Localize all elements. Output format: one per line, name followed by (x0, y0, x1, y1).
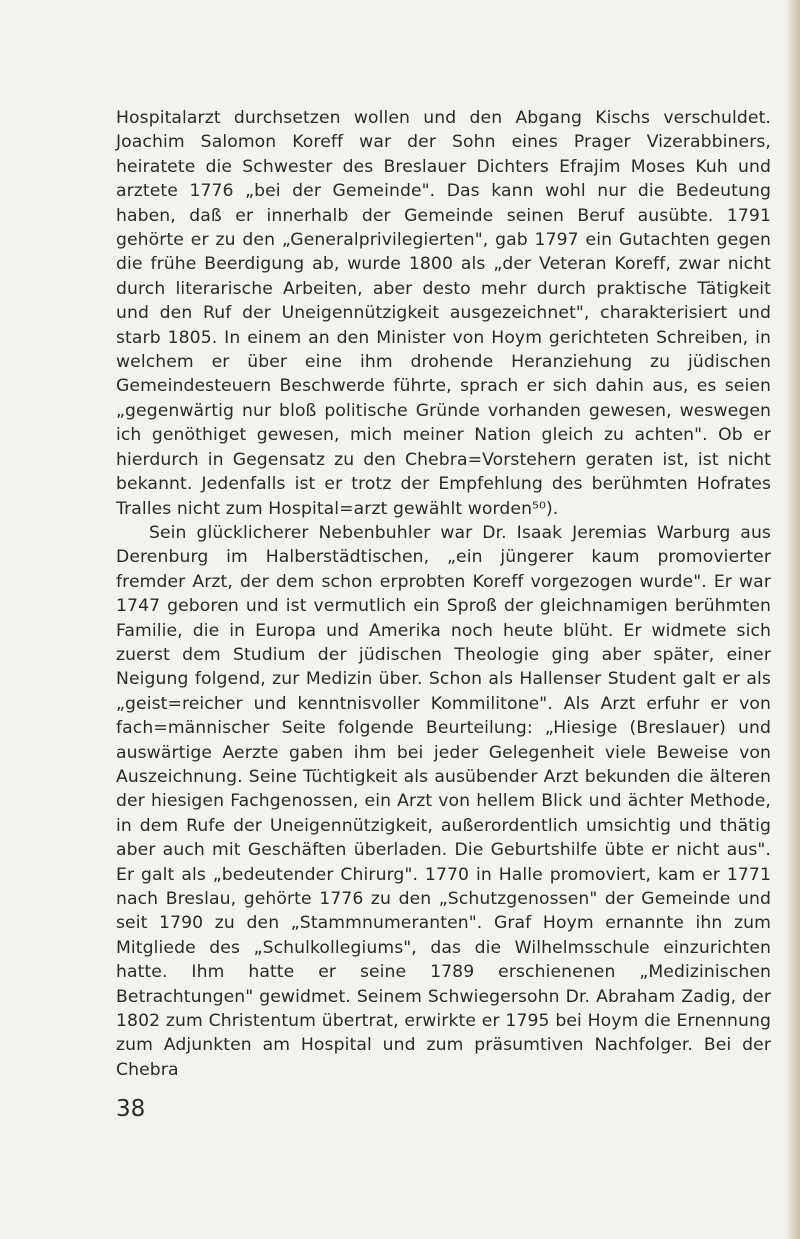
paragraph-koreff: Hospitalarzt durchsetzen wollen und den Abgang Kischs verschuldet. Joachim Salomon Koreff war der Sohn eines Prager Vizerabbiners, heiratete die Schwester des Breslauer Dichters Efrajim Moses Kuh und arztete 1776 „bei der Gemeinde". Das kann wohl nur die Bedeutung haben, daß er innerhalb der Gemeinde seinen Beruf ausübte. 1791 gehörte er zu den „Generalprivilegierten", gab 1797 ein Gutachten gegen die frühe Beerdigung ab, wurde 1800 als „der Veteran Koreff, zwar nicht durch literarische Arbeiten, aber desto mehr durch praktische Tätigkeit und den Ruf der Uneigennützigkeit ausgezeichnet", charakterisiert und starb 1805. In einem an den Minister von Hoym gerichteten Schreiben, in welchem er über eine ihm drohende Heranziehung zu jüdischen Gemeindesteuern Beschwerde führte, sprach er sich dahin aus, es seien „gegenwärtig nur bloß politische Gründe vorhanden gewesen, weswegen ich genöthiget gewesen, mich meiner Nation gleich zu achten". Ob er hierdurch in Gegensatz zu den Chebra=Vorstehern geraten ist, ist nicht bekannt. Jedenfalls ist er trotz der Empfehlung des berühmten Hofrates Tralles nicht zum Hospital=arzt gewählt worden⁵⁰). (116, 108, 771, 519)
page-number: 38 (116, 1096, 146, 1122)
page-edge-shadow (786, 0, 800, 1239)
body-text (116, 106, 771, 1082)
paragraph-warburg: Sein glücklicherer Nebenbuhler war Dr. Isaak Jeremias Warburg aus Derenburg im Halberstädtischen, „ein jüngerer kaum promovierter fremder Arzt, der dem schon erprobten Koreff vorgezogen wurde". Er war 1747 geboren und ist vermutlich ein Sproß der gleichnamigen berühmten Familie, die in Europa und Amerika noch heute blüht. Er widmete sich zuerst dem Studium der jüdischen Theologie ging aber später, einer Neigung folgend, zur Medizin über. Schon als Hallenser Student galt er als „geist=reicher und kenntnisvoller Kommilitone". Als Arzt erfuhr er von fach=männischer Seite folgende Beurteilung: „Hiesige (Breslauer) und auswärtige Aerzte gaben ihm bei jeder Gelegenheit viele Beweise von Auszeichnung. Seine Tüchtigkeit als ausübender Arzt bekunden die älteren der hiesigen Fachgenossen, ein Arzt von hellem Blick und ächter Methode, in dem Rufe der Uneigennützigkeit, außerordentlich umsichtig und thätig aber auch mit Geschäften überladen. Die Geburtshilfe übte er nicht aus". Er galt als „bedeutender Chirurg". 1770 in Halle promoviert, kam er 1771 nach Breslau, gehörte 1776 zu den „Schutzgenossen" der Gemeinde und seit 1790 zu den „Stammnumeranten". Graf Hoym ernannte ihn zum Mitgliede des „Schulkollegiums", das die Wilhelmsschule einzurichten hatte. Ihm hatte er seine 1789 erschienenen „Medizinischen Betrachtungen" gewidmet. Seinem Schwiegersohn Dr. Abraham Zadig, der 1802 zum Christentum übertrat, erwirkte er 1795 bei Hoym die Ernennung zum Adjunkten am Hospital und zum präsumtiven Nachfolger. Bei der Chebra (116, 522, 771, 1080)
